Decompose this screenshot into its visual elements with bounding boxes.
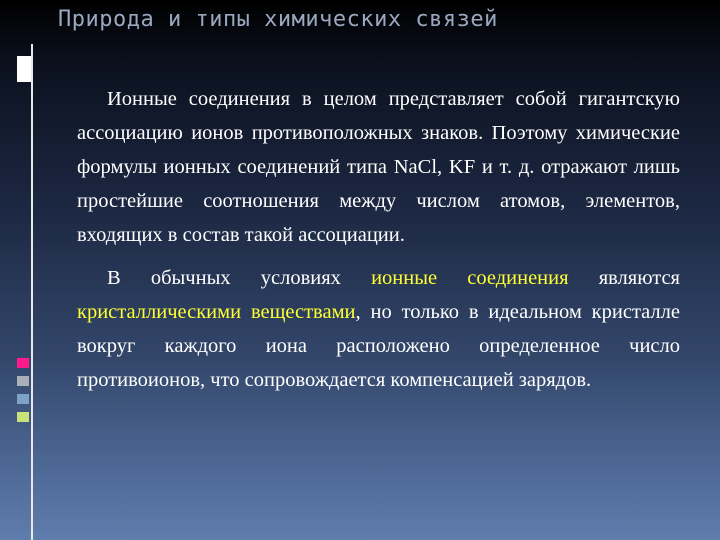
paragraph-1: Ионные соединения в целом представляет собой гигантскую ассоциацию ионов противоположных знаков. Поэтому химические формулы ионных соединений типа NaCl, KF и т. д. отражают лишь простейшие соотношения между числом атомов, элементов, входящих в состав такой ассоциации. [77,88,680,246]
highlight-ionic-compounds: ионные соединения [371,267,569,289]
paragraph-2 [77,261,680,397]
paragraph-2-middle: являются [568,267,680,289]
slide-body [77,82,680,406]
decorative-square-green [17,412,29,422]
paragraph-2-start: В обычных условиях [107,267,372,289]
decorative-square-blue [17,394,29,404]
paragraph-2-end: , но только в идеальном кристалле вокруг каждого иона расположено определенное число противоионов, что сопровождается компенсацией зарядов. [77,301,680,391]
vertical-divider [31,44,33,540]
decorative-square-pink [17,358,29,368]
slide-title: Природа и типы химических связей [58,7,498,32]
decorative-block [17,56,31,82]
highlight-crystalline-substances: кристаллическими веществами [77,301,356,323]
decorative-square-gray [17,376,29,386]
